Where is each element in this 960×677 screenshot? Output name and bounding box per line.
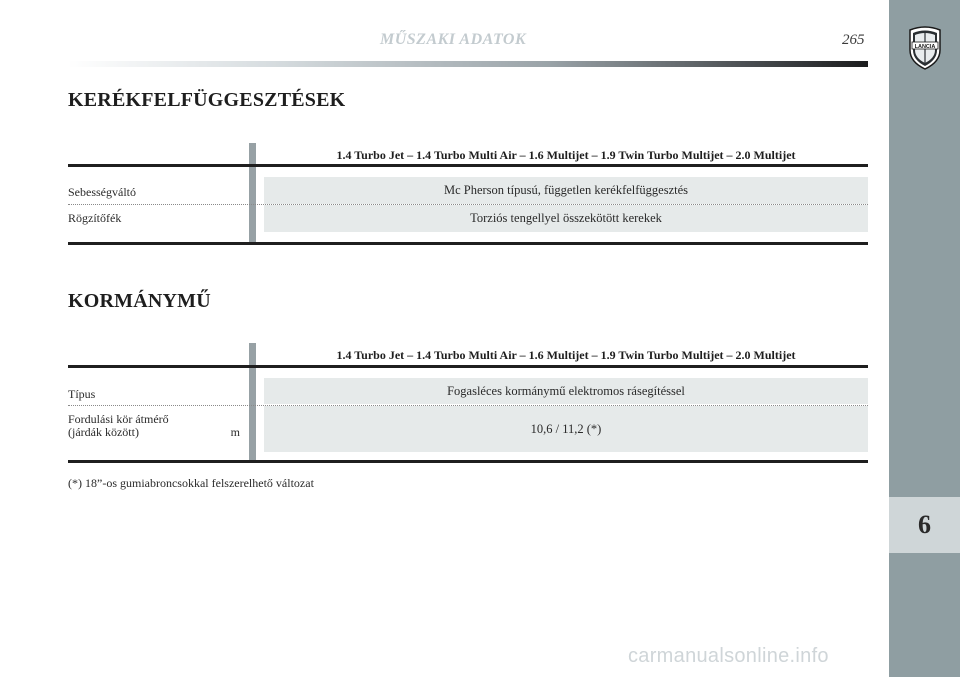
- svg-text:LANCIA: LANCIA: [914, 44, 936, 50]
- page-number: 265: [842, 32, 865, 48]
- row-label: Típus: [68, 387, 96, 401]
- column-divider-bar: [249, 143, 256, 243]
- table-rule: [68, 365, 868, 368]
- watermark: carmanualsonline.info: [628, 645, 829, 667]
- row-label: Sebességváltó: [68, 185, 136, 199]
- suspension-table: [68, 143, 868, 247]
- row-label-multiline: [68, 413, 240, 439]
- row-label-line: Fordulási kör átmérő: [68, 412, 169, 426]
- section-title-steering: KORMÁNYMŰ: [68, 290, 211, 312]
- steering-table: [68, 343, 868, 467]
- header-rule: [68, 61, 868, 67]
- chapter-sidebar: [889, 0, 960, 677]
- running-header-title: MŰSZAKI ADATOK: [380, 31, 527, 48]
- row-label-line: [68, 426, 240, 439]
- lancia-logo-icon: [906, 24, 944, 70]
- section-title-suspension: KERÉKFELFÜGGESZTÉSEK: [68, 89, 346, 111]
- row-value: Fogasléces kormánymű elektromos rásegítéssel: [264, 378, 868, 404]
- row-value: Torziós tengellyel összekötött kerekek: [264, 205, 868, 232]
- row-label-line-text: (járdák között): [68, 425, 139, 439]
- footnote: (*) 18”-os gumiabroncsokkal felszerelhető változat: [68, 476, 314, 490]
- column-header: 1.4 Turbo Jet – 1.4 Turbo Multi Air – 1.6 Multijet – 1.9 Twin Turbo Multijet – 2.0 Multijet: [336, 348, 796, 362]
- row-label: Rögzítőfék: [68, 211, 122, 225]
- row-value: 10,6 / 11,2 (*): [264, 406, 868, 452]
- row-unit: m: [230, 425, 240, 439]
- table-rule: [68, 164, 868, 167]
- table-rule: [68, 242, 868, 245]
- row-value: Mc Pherson típusú, független kerékfelfüggesztés: [264, 177, 868, 204]
- column-header: 1.4 Turbo Jet – 1.4 Turbo Multi Air – 1.6 Multijet – 1.9 Twin Turbo Multijet – 2.0 Multijet: [336, 148, 796, 162]
- column-divider-bar: [249, 343, 256, 462]
- chapter-tab[interactable]: [889, 497, 960, 553]
- chapter-number: 6: [918, 510, 931, 539]
- table-rule: [68, 460, 868, 463]
